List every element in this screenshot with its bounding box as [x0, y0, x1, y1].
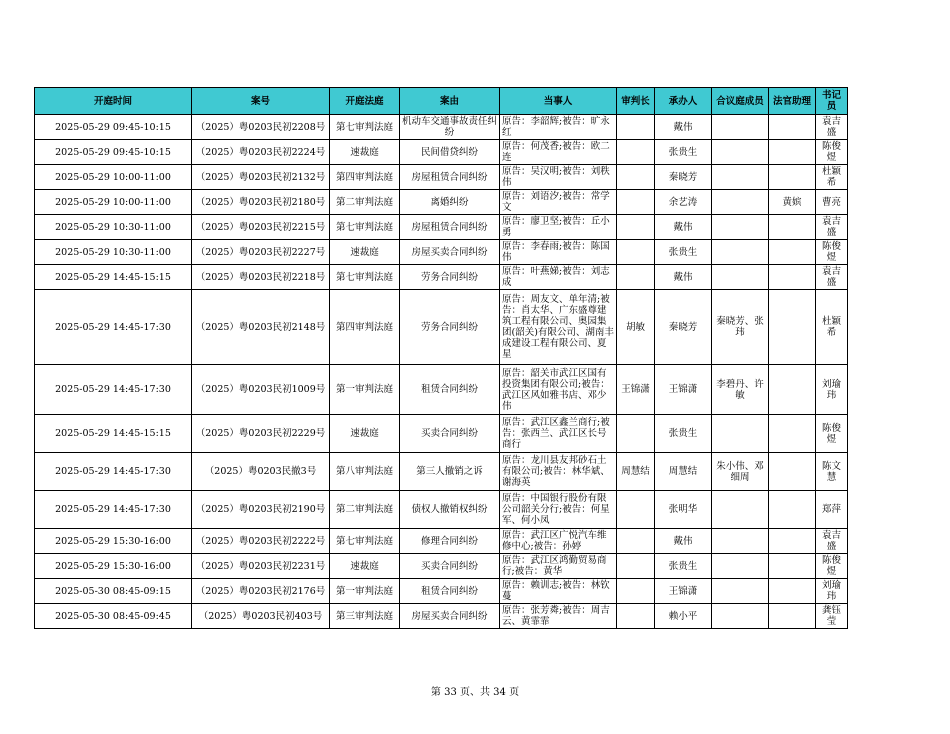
cell-assistant — [769, 365, 816, 415]
cell-time: 2025-05-30 08:45-09:15 — [35, 579, 192, 604]
cell-case-no: （2025）粤0203民初2224号 — [192, 140, 330, 165]
cell-handler: 赖小平 — [655, 604, 712, 629]
cell-assistant — [769, 165, 816, 190]
cell-time: 2025-05-29 10:30-11:00 — [35, 215, 192, 240]
cell-court: 第七审判法庭 — [330, 265, 400, 290]
cell-panel — [712, 190, 769, 215]
cell-court: 第三审判法庭 — [330, 604, 400, 629]
cell-panel — [712, 554, 769, 579]
cell-clerk: 袁吉盛 — [816, 529, 848, 554]
cell-assistant — [769, 140, 816, 165]
header-court: 开庭法庭 — [330, 88, 400, 115]
cell-time: 2025-05-29 09:45-10:15 — [35, 140, 192, 165]
cell-cause: 机动车交通事故责任纠纷 — [400, 115, 500, 140]
table-row — [35, 115, 848, 140]
cell-parties: 原告：何茂香;被告：欧二连 — [500, 140, 617, 165]
header-time: 开庭时间 — [35, 88, 192, 115]
cell-panel — [712, 579, 769, 604]
cell-chief-judge — [617, 529, 655, 554]
cell-cause: 劳务合同纠纷 — [400, 265, 500, 290]
table-body — [35, 115, 848, 629]
cell-parties: 原告：叶燕娣;被告：刘志成 — [500, 265, 617, 290]
cell-parties: 原告：韶关市武江区国有投资集团有限公司;被告：武江区风如雅书店、邓少伟 — [500, 365, 617, 415]
cell-court: 第七审判法庭 — [330, 529, 400, 554]
table-row — [35, 265, 848, 290]
cell-clerk: 陈俊煜 — [816, 240, 848, 265]
cell-assistant — [769, 290, 816, 365]
cell-clerk: 陈俊煜 — [816, 415, 848, 453]
header-chief-judge: 审判长 — [617, 88, 655, 115]
cell-assistant — [769, 604, 816, 629]
cell-clerk: 曹亮 — [816, 190, 848, 215]
table-row — [35, 604, 848, 629]
cell-panel: 秦晓芳、张玮 — [712, 290, 769, 365]
cell-panel: 朱小伟、邓细周 — [712, 453, 769, 491]
table-row — [35, 579, 848, 604]
cell-clerk: 刘瑜玮 — [816, 365, 848, 415]
cell-handler: 戴伟 — [655, 115, 712, 140]
cell-court: 第二审判法庭 — [330, 491, 400, 529]
cell-court: 速裁庭 — [330, 240, 400, 265]
cell-assistant — [769, 115, 816, 140]
cell-chief-judge — [617, 140, 655, 165]
cell-chief-judge — [617, 240, 655, 265]
cell-clerk: 杜颖希 — [816, 165, 848, 190]
cell-cause: 民间借贷纠纷 — [400, 140, 500, 165]
cell-case-no: （2025）粤0203民初2229号 — [192, 415, 330, 453]
cell-chief-judge: 王锦潇 — [617, 365, 655, 415]
cell-assistant: 黄嫔 — [769, 190, 816, 215]
cell-time: 2025-05-29 14:45-17:30 — [35, 453, 192, 491]
cell-assistant — [769, 491, 816, 529]
cell-assistant — [769, 579, 816, 604]
cell-panel — [712, 215, 769, 240]
cell-handler: 张明华 — [655, 491, 712, 529]
cell-panel — [712, 491, 769, 529]
cell-case-no: （2025）粤0203民初2218号 — [192, 265, 330, 290]
page-footer: 第 33 页、共 34 页 — [430, 687, 520, 698]
cell-cause: 买卖合同纠纷 — [400, 415, 500, 453]
cell-cause: 离婚纠纷 — [400, 190, 500, 215]
cell-assistant — [769, 554, 816, 579]
table-row — [35, 215, 848, 240]
cell-time: 2025-05-29 09:45-10:15 — [35, 115, 192, 140]
cell-panel — [712, 415, 769, 453]
cell-court: 速裁庭 — [330, 415, 400, 453]
cell-cause: 买卖合同纠纷 — [400, 554, 500, 579]
cell-handler: 秦晓芳 — [655, 165, 712, 190]
cell-chief-judge — [617, 190, 655, 215]
table-row — [35, 190, 848, 215]
cell-chief-judge — [617, 265, 655, 290]
cell-cause: 房屋买卖合同纠纷 — [400, 604, 500, 629]
cell-case-no: （2025）粤0203民初1009号 — [192, 365, 330, 415]
header-parties: 当事人 — [500, 88, 617, 115]
cell-court: 速裁庭 — [330, 554, 400, 579]
cell-parties: 原告：李春雨;被告：陈国伟 — [500, 240, 617, 265]
cell-panel — [712, 240, 769, 265]
cell-parties: 原告：武江区鸿勤贸易商行;被告：黄华 — [500, 554, 617, 579]
cell-cause: 劳务合同纠纷 — [400, 290, 500, 365]
cell-handler: 秦晓芳 — [655, 290, 712, 365]
cell-handler: 周慧结 — [655, 453, 712, 491]
cell-clerk: 陈俊煜 — [816, 140, 848, 165]
cell-cause: 租赁合同纠纷 — [400, 579, 500, 604]
cell-parties: 原告：龙川县友邦砂石土有限公司;被告：林华斌、谢海英 — [500, 453, 617, 491]
cell-court: 第四审判法庭 — [330, 290, 400, 365]
cell-clerk: 龚钰莹 — [816, 604, 848, 629]
cell-case-no: （2025）粤0203民初2148号 — [192, 290, 330, 365]
cell-case-no: （2025）粤0203民初2176号 — [192, 579, 330, 604]
cell-chief-judge: 胡敏 — [617, 290, 655, 365]
cell-time: 2025-05-29 14:45-17:30 — [35, 290, 192, 365]
cell-handler: 张贵生 — [655, 554, 712, 579]
cell-panel — [712, 265, 769, 290]
cell-parties: 原告：武江区鑫兰商行;被告：张西兰、武江区长号商行 — [500, 415, 617, 453]
cell-parties: 原告：吴汉明;被告：刘秩伟 — [500, 165, 617, 190]
header-handler: 承办人 — [655, 88, 712, 115]
cell-chief-judge — [617, 554, 655, 579]
cell-parties: 原告：廖卫坚;被告：丘小勇 — [500, 215, 617, 240]
cell-court: 第四审判法庭 — [330, 165, 400, 190]
cell-time: 2025-05-29 15:30-16:00 — [35, 529, 192, 554]
table-row — [35, 453, 848, 491]
cell-case-no: （2025）粤0203民初2215号 — [192, 215, 330, 240]
cell-assistant — [769, 240, 816, 265]
cell-court: 第一审判法庭 — [330, 579, 400, 604]
cell-chief-judge — [617, 491, 655, 529]
cell-panel — [712, 529, 769, 554]
cell-time: 2025-05-29 14:45-15:15 — [35, 265, 192, 290]
cell-cause: 第三人撤销之诉 — [400, 453, 500, 491]
header-panel: 合议庭成员 — [712, 88, 769, 115]
cell-cause: 房屋租赁合同纠纷 — [400, 165, 500, 190]
cell-handler: 张贵生 — [655, 140, 712, 165]
cell-parties: 原告：中国银行股份有限公司韶关分行;被告：何星军、何小凤 — [500, 491, 617, 529]
cell-parties: 原告：赖训志;被告：林钦蔓 — [500, 579, 617, 604]
cell-case-no: （2025）粤0203民初2208号 — [192, 115, 330, 140]
cell-handler: 戴伟 — [655, 265, 712, 290]
cell-chief-judge — [617, 165, 655, 190]
cell-handler: 戴伟 — [655, 529, 712, 554]
header-assistant: 法官助理 — [769, 88, 816, 115]
table-row — [35, 240, 848, 265]
cell-handler: 张贵生 — [655, 415, 712, 453]
cell-parties: 原告：武江区广悦汽车维修中心;被告：孙婷 — [500, 529, 617, 554]
table-row — [35, 491, 848, 529]
cell-case-no: （2025）粤0203民初2180号 — [192, 190, 330, 215]
cell-case-no: （2025）粤0203民初2227号 — [192, 240, 330, 265]
cell-court: 速裁庭 — [330, 140, 400, 165]
cell-parties: 原告：刘语汐;被告：常学文 — [500, 190, 617, 215]
cell-chief-judge — [617, 415, 655, 453]
cell-handler: 王锦潇 — [655, 365, 712, 415]
cell-cause: 修理合同纠纷 — [400, 529, 500, 554]
cell-panel — [712, 165, 769, 190]
cell-time: 2025-05-29 14:45-17:30 — [35, 491, 192, 529]
cell-case-no: （2025）粤0203民初2132号 — [192, 165, 330, 190]
cell-cause: 房屋买卖合同纠纷 — [400, 240, 500, 265]
cell-cause: 房屋租赁合同纠纷 — [400, 215, 500, 240]
header-clerk: 书记员 — [816, 88, 848, 115]
cell-court: 第七审判法庭 — [330, 115, 400, 140]
table-row — [35, 165, 848, 190]
cell-case-no: （2025）粤0203民撤3号 — [192, 453, 330, 491]
cell-clerk: 陈俊煜 — [816, 554, 848, 579]
cell-assistant — [769, 265, 816, 290]
cell-handler: 张贵生 — [655, 240, 712, 265]
cell-case-no: （2025）粤0203民初2190号 — [192, 491, 330, 529]
cell-case-no: （2025）粤0203民初2222号 — [192, 529, 330, 554]
cell-clerk: 袁吉盛 — [816, 265, 848, 290]
cell-chief-judge — [617, 215, 655, 240]
cell-court: 第二审判法庭 — [330, 190, 400, 215]
cell-panel — [712, 604, 769, 629]
table-row — [35, 415, 848, 453]
cell-time: 2025-05-29 10:30-11:00 — [35, 240, 192, 265]
cell-court: 第八审判法庭 — [330, 453, 400, 491]
cell-time: 2025-05-29 14:45-15:15 — [35, 415, 192, 453]
table-row — [35, 529, 848, 554]
cell-chief-judge: 周慧结 — [617, 453, 655, 491]
cell-assistant — [769, 215, 816, 240]
cell-panel — [712, 140, 769, 165]
cell-clerk: 郑萍 — [816, 491, 848, 529]
cell-assistant — [769, 529, 816, 554]
cell-chief-judge — [617, 115, 655, 140]
cell-court: 第一审判法庭 — [330, 365, 400, 415]
cell-parties: 原告：李韶辉;被告：旷永红 — [500, 115, 617, 140]
cell-clerk: 袁吉盛 — [816, 115, 848, 140]
cell-parties: 原告：张芳粦;被告：周吉云、黄霏霏 — [500, 604, 617, 629]
cell-case-no: （2025）粤0203民初2231号 — [192, 554, 330, 579]
cell-parties: 原告：周友文、单年清;被告：肖太华、广东盛尊建筑工程有限公司、奥园集团(韶关)有限公司、湖南丰成建设工程有限公司、夏星 — [500, 290, 617, 365]
cell-time: 2025-05-29 14:45-17:30 — [35, 365, 192, 415]
table-row — [35, 140, 848, 165]
header-cause: 案由 — [400, 88, 500, 115]
cell-case-no: （2025）粤0203民初403号 — [192, 604, 330, 629]
header-case-no: 案号 — [192, 88, 330, 115]
cell-chief-judge — [617, 604, 655, 629]
cell-clerk: 刘瑜玮 — [816, 579, 848, 604]
cell-time: 2025-05-29 10:00-11:00 — [35, 165, 192, 190]
cell-assistant — [769, 415, 816, 453]
header-row — [35, 88, 848, 115]
cell-assistant — [769, 453, 816, 491]
hearing-schedule-table — [34, 87, 848, 629]
cell-panel — [712, 115, 769, 140]
cell-time: 2025-05-30 08:45-09:45 — [35, 604, 192, 629]
cell-time: 2025-05-29 10:00-11:00 — [35, 190, 192, 215]
table-row — [35, 365, 848, 415]
cell-chief-judge — [617, 579, 655, 604]
table-row — [35, 290, 848, 365]
cell-court: 第七审判法庭 — [330, 215, 400, 240]
cell-clerk: 袁吉盛 — [816, 215, 848, 240]
cell-handler: 戴伟 — [655, 215, 712, 240]
cell-clerk: 陈文慧 — [816, 453, 848, 491]
cell-panel: 李碧丹、许敏 — [712, 365, 769, 415]
cell-time: 2025-05-29 15:30-16:00 — [35, 554, 192, 579]
cell-handler: 王锦潇 — [655, 579, 712, 604]
cell-cause: 租赁合同纠纷 — [400, 365, 500, 415]
cell-clerk: 杜颖希 — [816, 290, 848, 365]
cell-handler: 余艺涛 — [655, 190, 712, 215]
table-row — [35, 554, 848, 579]
cell-cause: 债权人撤销权纠纷 — [400, 491, 500, 529]
